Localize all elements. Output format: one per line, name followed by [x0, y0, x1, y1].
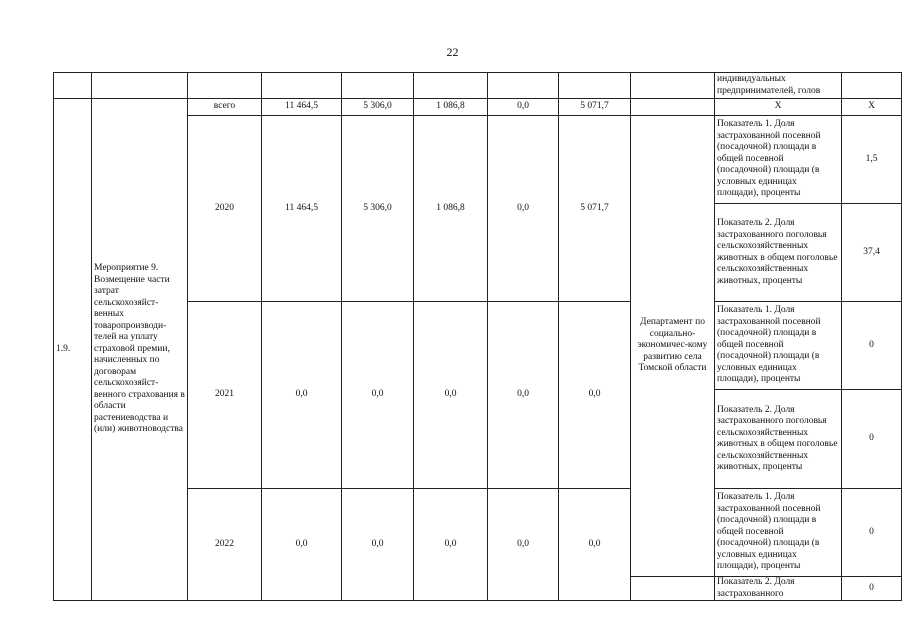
indicator-text: Показатель 1. Доля застрахованной посевной (посадочной) площади в общей посевной (посадочной) площади (в условных единицах площади), проценты [715, 302, 842, 390]
table-cell [188, 73, 262, 99]
year-value: 0,0 [488, 116, 559, 302]
total-row [54, 99, 902, 116]
indicator-text: Показатель 1. Доля застрахованной посевной (посадочной) площади в общей посевной (посадочной) площади (в условных единицах площади), проценты [715, 116, 842, 204]
year-value: 5 071,7 [559, 116, 631, 302]
table-cell [631, 99, 715, 116]
indicator-value: 0 [842, 489, 902, 577]
year-value: 0,0 [414, 489, 488, 601]
table-cell [631, 73, 715, 99]
total-value-2: 5 306,0 [342, 99, 414, 116]
year-value: 1 086,8 [414, 116, 488, 302]
table-cell [342, 73, 414, 99]
year-value: 0,0 [488, 489, 559, 601]
continuation-indicator-text: индивидуальных предпринимателей, голов [715, 73, 842, 99]
total-indicator: X [715, 99, 842, 116]
total-value-3: 1 086,8 [414, 99, 488, 116]
total-target: X [842, 99, 902, 116]
year-value: 5 306,0 [342, 116, 414, 302]
year-value: 0,0 [488, 302, 559, 489]
indicator-value: 0 [842, 577, 902, 601]
indicator-value: 1,5 [842, 116, 902, 204]
year-value: 0,0 [262, 302, 342, 489]
event-name: Мероприятие 9. Возмещение части затрат сельскохозяйст-венных товаропроизводи-телей на уплату страховой премии, начисленных по договорам сельскохозяйст-венного страхования в области растениеводства и (или) животноводства [92, 99, 188, 601]
table-cell [842, 73, 902, 99]
continuation-row [54, 73, 902, 99]
table-cell [559, 73, 631, 99]
indicator-text: Показатель 2. Доля застрахованного поголовья сельскохозяйственных животных в общем поголовье сельскохозяйственных животных, проценты [715, 204, 842, 302]
year-label: 2021 [188, 302, 262, 489]
year-value: 0,0 [414, 302, 488, 489]
total-value-1: 11 464,5 [262, 99, 342, 116]
page-number: 22 [446, 45, 459, 59]
indicator-text: Показатель 2. Доля застрахованного поголовья сельскохозяйственных животных в общем поголовье сельскохозяйственных животных, проценты [715, 390, 842, 489]
indicator-value: 0 [842, 302, 902, 390]
department: Департамент по социально-экономичес-кому развитию села Томской области [631, 116, 715, 577]
year-value: 0,0 [559, 302, 631, 489]
year-value: 0,0 [262, 489, 342, 601]
table-cell [631, 577, 715, 601]
budget-table [53, 72, 902, 601]
table-cell [92, 73, 188, 99]
indicator-value: 37,4 [842, 204, 902, 302]
year-value: 11 464,5 [262, 116, 342, 302]
indicator-text: Показатель 1. Доля застрахованной посевной (посадочной) площади в общей посевной (посадочной) площади (в условных единицах площади), проценты [715, 489, 842, 577]
indicator-value: 0 [842, 390, 902, 489]
table-cell [414, 73, 488, 99]
row-number: 1.9. [54, 99, 92, 601]
year-value: 0,0 [342, 302, 414, 489]
total-value-5: 5 071,7 [559, 99, 631, 116]
year-label: 2022 [188, 489, 262, 601]
table-cell [262, 73, 342, 99]
year-label: 2020 [188, 116, 262, 302]
year-value: 0,0 [342, 489, 414, 601]
indicator-text: Показатель 2. Доля застрахованного [715, 577, 842, 601]
total-label: всего [188, 99, 262, 116]
table-cell [488, 73, 559, 99]
year-value: 0,0 [559, 489, 631, 601]
total-value-4: 0,0 [488, 99, 559, 116]
table-cell [54, 73, 92, 99]
